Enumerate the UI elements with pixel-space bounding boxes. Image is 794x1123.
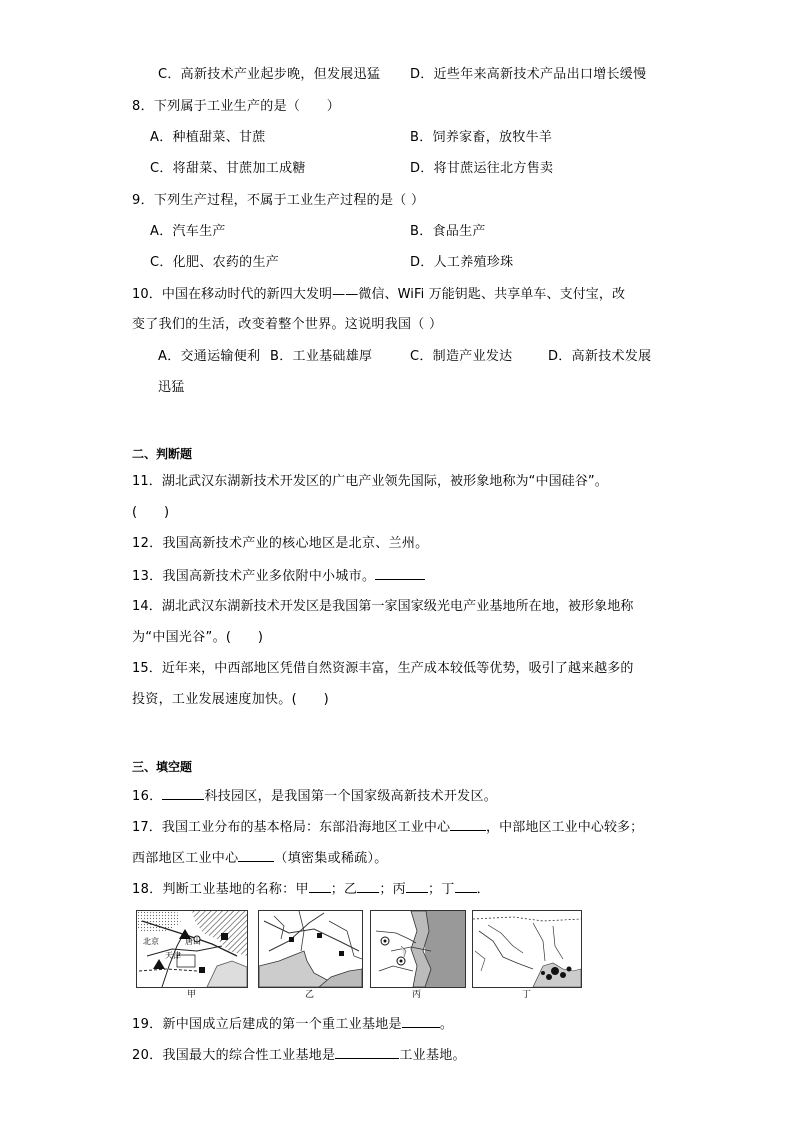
q11-line1: 11．湖北武汉东湖新技术开发区的广电产业领先国际，被形象地称为“中国硅谷”。 (132, 474, 608, 489)
q17-line2-part1: 西部地区工业中心 (132, 851, 239, 866)
q18-answer-blank-jia[interactable] (309, 880, 331, 893)
q11-line2: ( ) (132, 505, 170, 520)
q9-option-b: B．食品生产 (410, 224, 486, 239)
q7-option-d: D．近些年来高新技术产品出口增长缓慢 (410, 67, 647, 82)
q14-line2: 为“中国光谷”。( ) (132, 630, 264, 645)
q19-text: 19．新中国成立后建成的第一个重工业基地是 (132, 1017, 402, 1032)
q16 (132, 787, 497, 805)
q13-answer-blank[interactable] (375, 567, 425, 580)
map-jia-drawing (137, 911, 247, 987)
q20 (132, 1046, 466, 1064)
section-title-fill-in: 三、填空题 (132, 760, 193, 774)
q10-option-a: A．交通运输便利 (158, 349, 261, 364)
q18-answer-blank-yi[interactable] (357, 880, 379, 893)
q20-text: 20．我国最大的综合性工业基地是 (132, 1048, 336, 1063)
map-ding-caption: 丁 (522, 990, 532, 1000)
q17-answer-blank-west[interactable] (238, 849, 274, 862)
q18-part-jia: 18．判断工业基地的名称：甲 (132, 882, 309, 897)
q13 (132, 567, 425, 585)
map-bing-drawing (371, 911, 465, 987)
q17-line2 (132, 849, 388, 867)
q16-prefix: 16． (132, 789, 163, 804)
q18-part-ding: ；丁 (427, 882, 455, 897)
q17-line1-part1: 17．我国工业分布的基本格局：东部沿海地区工业中心 (132, 820, 451, 835)
q18 (132, 880, 490, 898)
map-ding-drawing (473, 911, 581, 987)
map-yi (258, 910, 363, 988)
q16-answer-blank[interactable] (162, 787, 204, 800)
map-yi-caption: 乙 (305, 990, 315, 1000)
q18-answer-blank-bing[interactable] (406, 880, 428, 893)
q14-line1: 14．湖北武汉东湖新技术开发区是我国第一家国家级光电产业基地所在地，被形象地称 (132, 599, 634, 614)
map-jia (136, 910, 248, 988)
q17-answer-blank-east[interactable] (450, 818, 486, 831)
q8-option-a: A．种植甜菜、甘蔗 (150, 130, 266, 145)
q18-period: ． (476, 882, 490, 897)
q10-stem-line1: 10．中国在移动时代的新四大发明——微信、WiFi 万能钥匙、共享单车、支付宝，改 (132, 287, 626, 302)
map-yi-drawing (259, 911, 362, 987)
q9-stem: 9．下列生产过程，不属于工业生产过程的是（ ） (132, 193, 425, 208)
q15-line2: 投资，工业发展速度加快。( ) (132, 692, 329, 707)
map-ding (472, 910, 582, 988)
q12: 12．我国高新技术产业的核心地区是北京、兰州。 (132, 536, 429, 551)
q9-option-c: C．化肥、农药的生产 (150, 255, 280, 270)
q8-option-d: D．将甘蔗运往北方售卖 (410, 161, 554, 176)
map-jia-label-tangshan: 唐山 (185, 937, 201, 946)
q10-stem-line2: 变了我们的生活，改变着整个世界。这说明我国（ ） (132, 317, 443, 332)
q20-suffix: 工业基地。 (399, 1048, 466, 1063)
map-jia-label-beijing: 北京 (143, 937, 159, 946)
q13-text: 13．我国高新技术产业多依附中小城市。 (132, 569, 376, 584)
q19-period: 。 (439, 1017, 454, 1032)
q20-answer-blank[interactable] (335, 1046, 399, 1059)
q9-option-d: D．人工养殖珍珠 (410, 255, 514, 270)
map-bing (370, 910, 466, 988)
q10-option-d-continued: 迅猛 (158, 380, 185, 395)
q9-option-a: A．汽车生产 (150, 224, 226, 239)
q18-answer-blank-ding[interactable] (455, 880, 477, 893)
q17-line2-part2: （填密集或稀疏）。 (274, 851, 388, 866)
q10-option-c: C．制造产业发达 (410, 349, 513, 364)
section-title-judgment: 二、判断题 (132, 447, 193, 461)
q8-option-c: C．将甜菜、甘蔗加工成糖 (150, 161, 306, 176)
q15-line1: 15．近年来，中西部地区凭借自然资源丰富，生产成本较低等优势，吸引了越来越多的 (132, 661, 634, 676)
q19-answer-blank[interactable] (402, 1015, 440, 1028)
q10-option-b: B．工业基础雄厚 (270, 349, 373, 364)
q17-line1-part2: ，中部地区工业中心较多； (486, 820, 644, 835)
q8-stem: 8．下列属于工业生产的是（ ） (132, 99, 341, 114)
q16-suffix: 科技园区，是我国第一个国家级高新技术开发区。 (204, 789, 498, 804)
q8-option-b: B．饲养家畜，放牧牛羊 (410, 130, 553, 145)
map-jia-caption: 甲 (187, 990, 197, 1000)
q19 (132, 1015, 453, 1033)
q10-option-d: D．高新技术发展 (548, 349, 652, 364)
q17-line1 (132, 818, 643, 836)
q7-option-c: C．高新技术产业起步晚，但发展迅猛 (158, 67, 381, 82)
map-jia-label-tianjin: 天津 (165, 951, 181, 960)
q18-part-yi: ；乙 (330, 882, 358, 897)
map-bing-caption: 丙 (412, 990, 422, 1000)
q18-part-bing: ；丙 (379, 882, 406, 897)
